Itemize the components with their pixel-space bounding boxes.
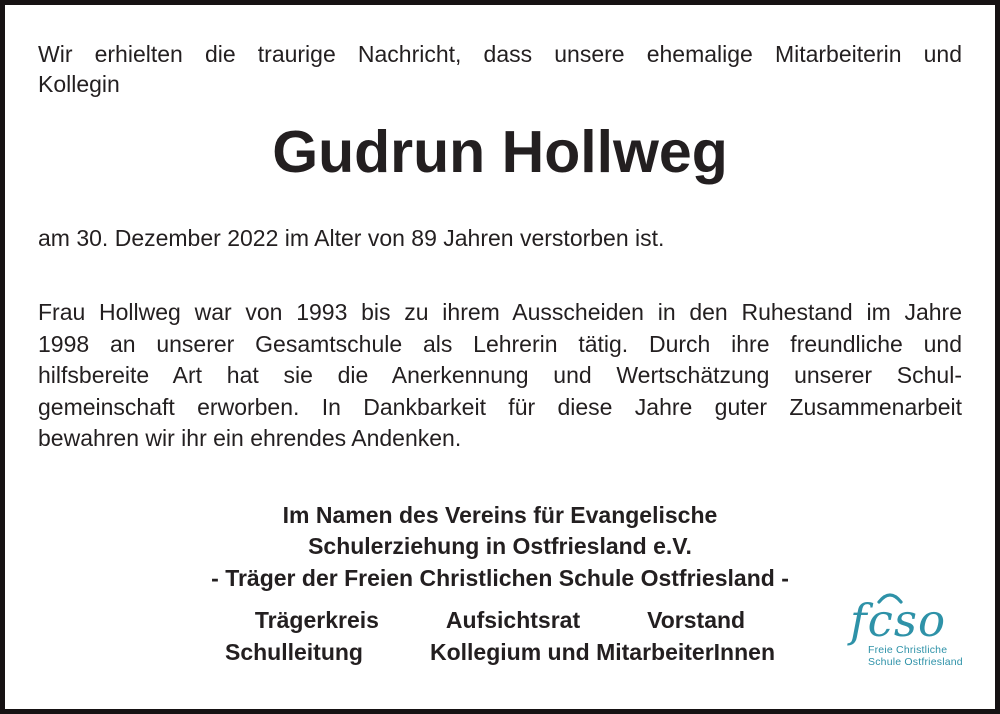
signature-vorstand: Vorstand — [647, 607, 746, 633]
intro-line-1: Wir erhielten die traurige Nachricht, dass unsere ehemalige Mitarbeiterin und — [38, 41, 962, 67]
body-line-2: 1998 an unserer Gesamtschule als Lehrerin tätig. Durch ihre freundliche und — [38, 330, 962, 357]
body-paragraph — [38, 297, 962, 455]
organization-line-1: Im Namen des Vereins für Evangelische — [282, 501, 718, 528]
organization-line-3: - Träger der Freien Christlichen Schule Ostfriesland - — [211, 564, 789, 591]
fcso-logo-subtext-line-1: Freie Christliche — [868, 644, 948, 656]
intro-paragraph — [38, 39, 962, 99]
signature-row-1 — [38, 604, 962, 636]
signature-aufsichtsrat: Aufsichtsrat — [445, 607, 581, 633]
body-line-3: hilfsbereite Art hat sie die Anerkennung und Wertschätzung unserer Schul- — [38, 362, 962, 388]
signature-kollegium: Kollegium und MitarbeiterInnen — [429, 639, 775, 665]
logo-circumflex-icon — [877, 591, 903, 604]
fcso-logo — [850, 589, 970, 681]
fcso-logo-subtext — [868, 645, 963, 668]
organization-line-2: Schulerziehung in Ostfriesland e.V. — [308, 533, 692, 559]
body-line-5: bewahren wir ihr ein ehrendes Andenken. — [38, 425, 462, 451]
intro-line-2: Kollegin — [38, 71, 120, 97]
signature-block — [38, 604, 962, 668]
body-line-4: gemeinschaft erworben. In Dankbarkeit für diese Jahre guter Zusammenarbeit — [38, 393, 962, 420]
death-date-line: am 30. Dezember 2022 im Alter von 89 Jahren verstorben ist. — [38, 225, 665, 251]
fcso-logo-subtext-line-2: Schule Ostfriesland — [868, 655, 963, 668]
fcso-logo-script-text: fcso — [850, 594, 947, 647]
organization-block — [38, 500, 962, 595]
signature-traegerkreis: Trägerkreis — [254, 607, 379, 633]
deceased-name: Gudrun Hollweg — [272, 119, 728, 185]
signature-row-2 — [38, 636, 962, 668]
body-line-1: Frau Hollweg war von 1993 bis zu ihrem Ausscheiden in den Ruhestand im Jahre — [38, 299, 962, 325]
signature-schulleitung: Schulleitung — [224, 639, 363, 665]
